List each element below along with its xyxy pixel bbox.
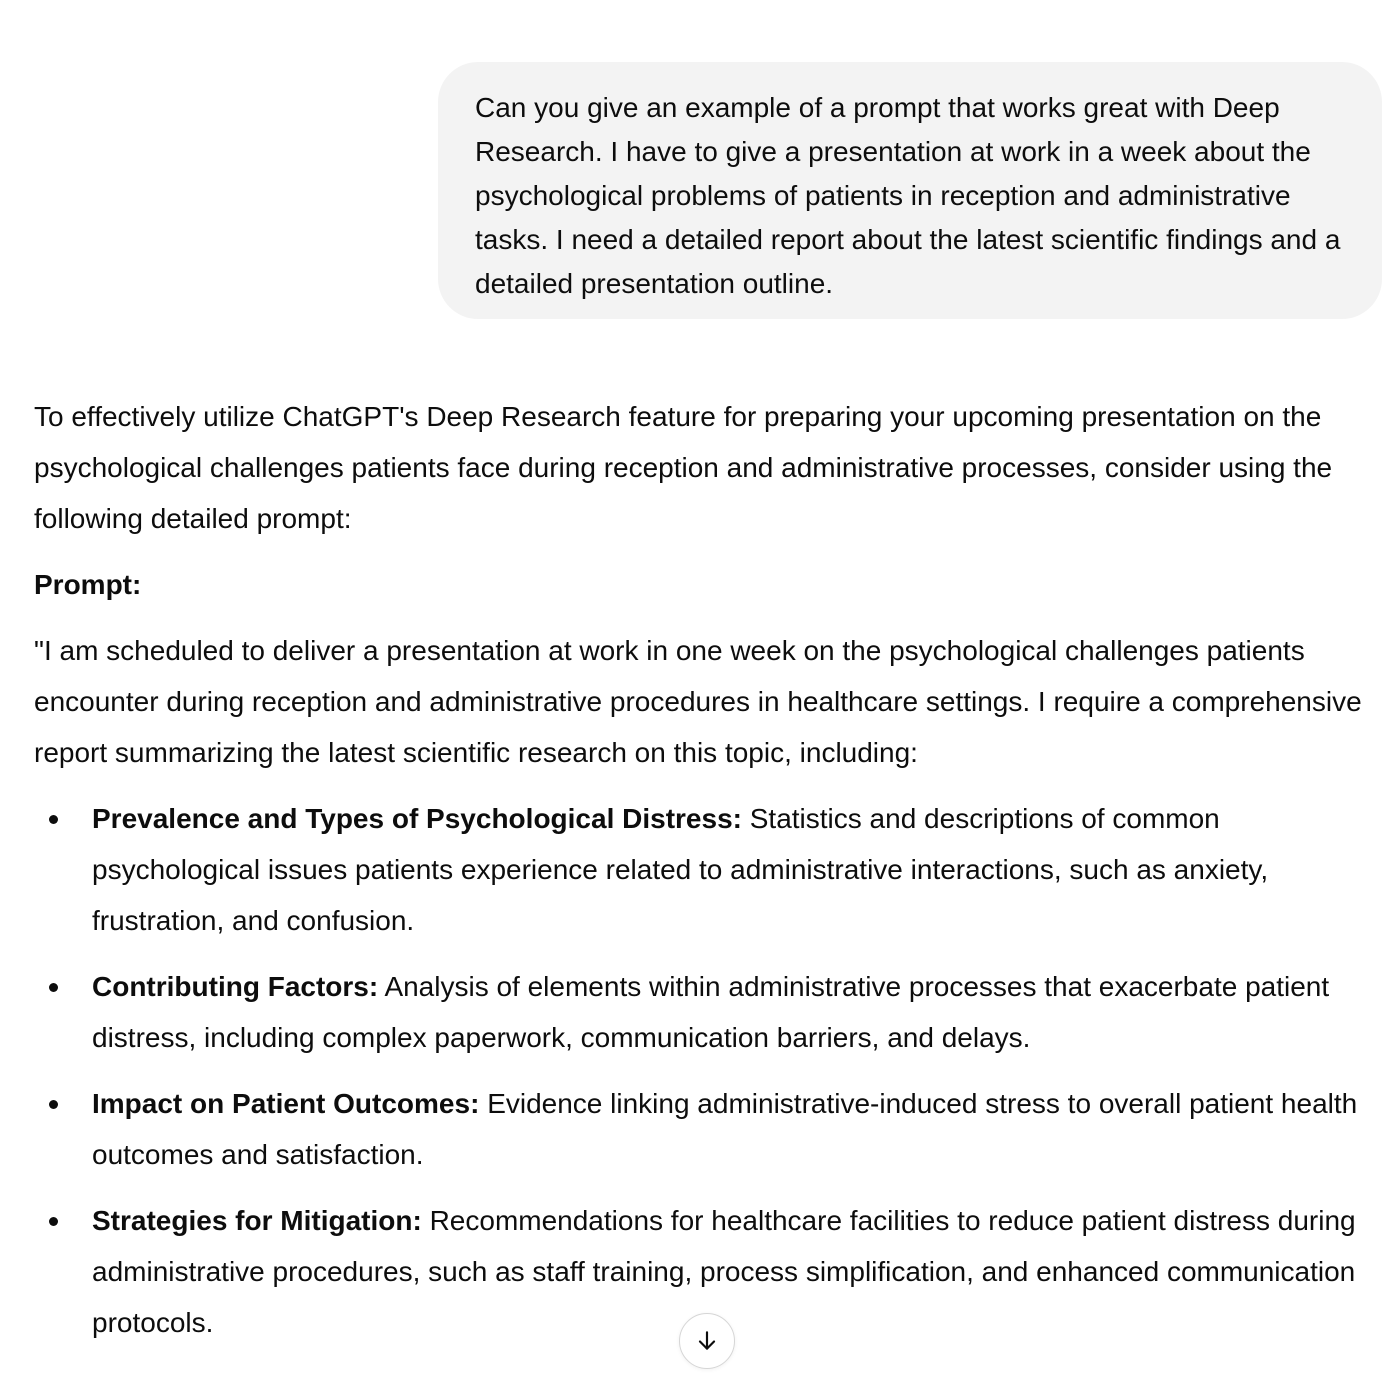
assistant-message (34, 391, 1374, 1363)
list-item (34, 961, 1374, 1063)
assistant-intro: To effectively utilize ChatGPT's Deep Research feature for preparing your upcoming presentation on the psychological challenges patients face during reception and administrative processes, consider using the following detailed prompt: (34, 401, 1333, 534)
bullet-text: Evidence linking administrative-induced stress to overall patient health outcomes and satisfaction. (92, 1088, 1358, 1170)
user-message-text: Can you give an example of a prompt that works great with Deep Research. I have to give a presentation at work in a week about the psychological problems of patients in reception and administrative tasks. I need a detailed report about the latest scientific findings and a detailed presentation outline. (475, 92, 1341, 299)
prompt-text: "I am scheduled to deliver a presentation at work in one week on the psychological challenges patients encounter during reception and administrative procedures in healthcare settings. I require a comprehensive report summarizing the latest scientific research on this topic, including: (34, 635, 1362, 768)
bullet-dot (49, 1217, 58, 1226)
bullet-title: Strategies for Mitigation: (92, 1205, 422, 1236)
scroll-to-bottom-button[interactable] (679, 1313, 735, 1369)
prompt-heading: Prompt: (34, 569, 142, 600)
bullet-dot (49, 983, 58, 992)
bullet-dot (49, 1100, 58, 1109)
bullet-text: Recommendations for healthcare facilities to reduce patient distress during administrative procedures, such as staff training, process simplification, and enhanced communication protocols. (92, 1205, 1356, 1338)
bullet-title: Prevalence and Types of Psychological Distress: (92, 803, 742, 834)
bullet-title: Impact on Patient Outcomes: (92, 1088, 480, 1119)
bullet-text: Statistics and descriptions of common psychological issues patients experience related to administrative interactions, such as anxiety, frustration, and confusion. (92, 803, 1269, 936)
bullet-dot (49, 815, 58, 824)
list-item (34, 793, 1374, 946)
arrow-down-icon (694, 1328, 720, 1354)
user-message-bubble (438, 62, 1382, 319)
bullet-text: Analysis of elements within administrative processes that exacerbate patient distress, including complex paperwork, communication barriers, and delays. (92, 971, 1330, 1053)
bullet-list (34, 793, 1374, 1348)
list-item (34, 1078, 1374, 1180)
bullet-title: Contributing Factors: (92, 971, 379, 1002)
